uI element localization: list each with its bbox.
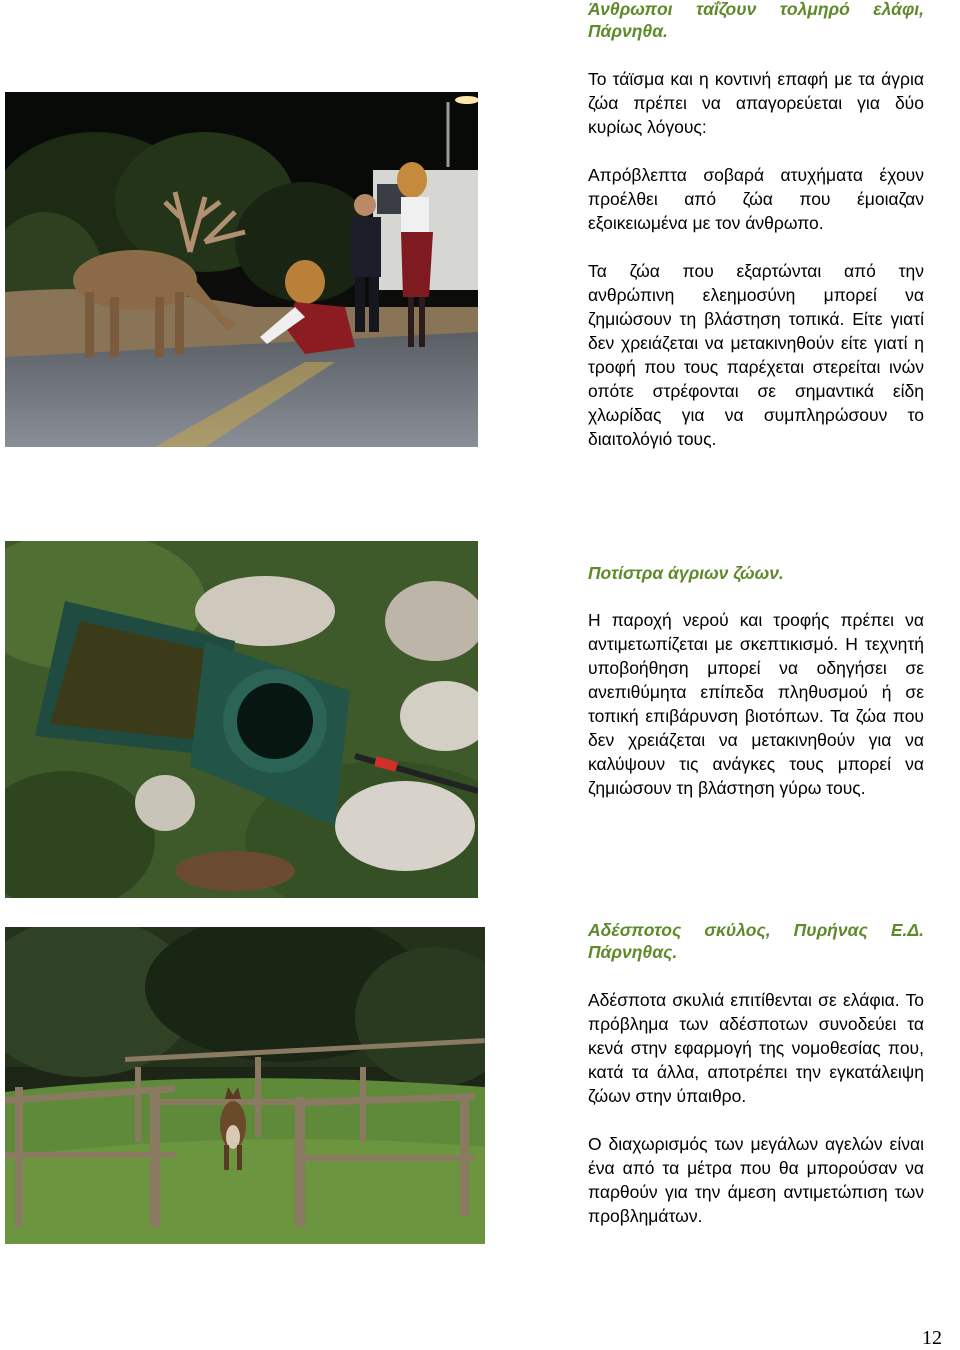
paragraph: Αδέσποτα σκυλιά επιτίθενται σε ελάφια. Το πρόβλημα των αδέσποτων συνοδεύει τα κενά στην εφαρμογή της νομοθεσίας που, κατά τα άλλα, αποτρέπει την εγκατάλειψη ζώων στην ύπαιθρο. bbox=[588, 990, 924, 1106]
section-deer-feeding bbox=[588, 0, 924, 451]
caption-stray-dog: Αδέσποτος σκύλος, Πυρήνας Ε.Δ. Πάρνηθας. bbox=[588, 920, 924, 962]
paragraph: Τα ζώα που εξαρτώνται από την ανθρώπινη ελεημοσύνη μπορεί να ζημιώσουν τη βλάστηση τοπικά. Είτε γιατί δεν χρειάζεται να μετακινηθούν είτε γιατί η τροφή που τους παρέχεται στερείται ινών οπότε στρέφονται σε σημαντικά είδη χλωρίδας για να συμπληρώσουν το διαιτολόγιό τους. bbox=[588, 261, 924, 449]
caption-deer-feeding: Άνθρωποι ταΐζουν τολμηρό ελάφι, Πάρνηθα. bbox=[588, 0, 924, 41]
paragraph: Το τάϊσμα και η κοντινή επαφή με τα άγρια ζώα πρέπει να απαγορεύεται για δύο κυρίως λόγους: bbox=[588, 69, 924, 137]
photo-water-trough bbox=[5, 541, 478, 898]
paragraph: Ο διαχωρισμός των μεγάλων αγελών είναι ένα από τα μέτρα που θα μπορούσαν να παρθούν για την άμεση αντιμετώπιση των προβλημάτων. bbox=[588, 1134, 924, 1226]
photo-deer-feeding bbox=[5, 92, 478, 447]
page-number: 12 bbox=[922, 1327, 942, 1349]
section-water-trough bbox=[588, 562, 924, 800]
paragraph: Απρόβλεπτα σοβαρά ατυχήματα έχουν προέλθει από ζώα που έμοιαζαν εξοικειωμένα με τον άνθρωπο. bbox=[588, 165, 924, 233]
caption-water-trough: Ποτίστρα άγριων ζώων. bbox=[588, 563, 784, 583]
paragraph: Η παροχή νερού και τροφής πρέπει να αντιμετωπίζεται με σκεπτικισμό. Η τεχνητή υποβοήθηση μπορεί να οδηγήσει σε ανεπιθύμητα επίπεδα πληθυσμού ή σε τοπική επιβάρυνση βιοτόπων. Τα ζώα που δεν χρειάζεται να μετακινηθούν για να καλύψουν τις ανάγκες τους μπορεί να ζημιώσουν τη βλάστηση γύρω τους. bbox=[588, 610, 924, 798]
section-stray-dog bbox=[588, 919, 924, 1228]
photo-stray-dog bbox=[5, 927, 485, 1244]
